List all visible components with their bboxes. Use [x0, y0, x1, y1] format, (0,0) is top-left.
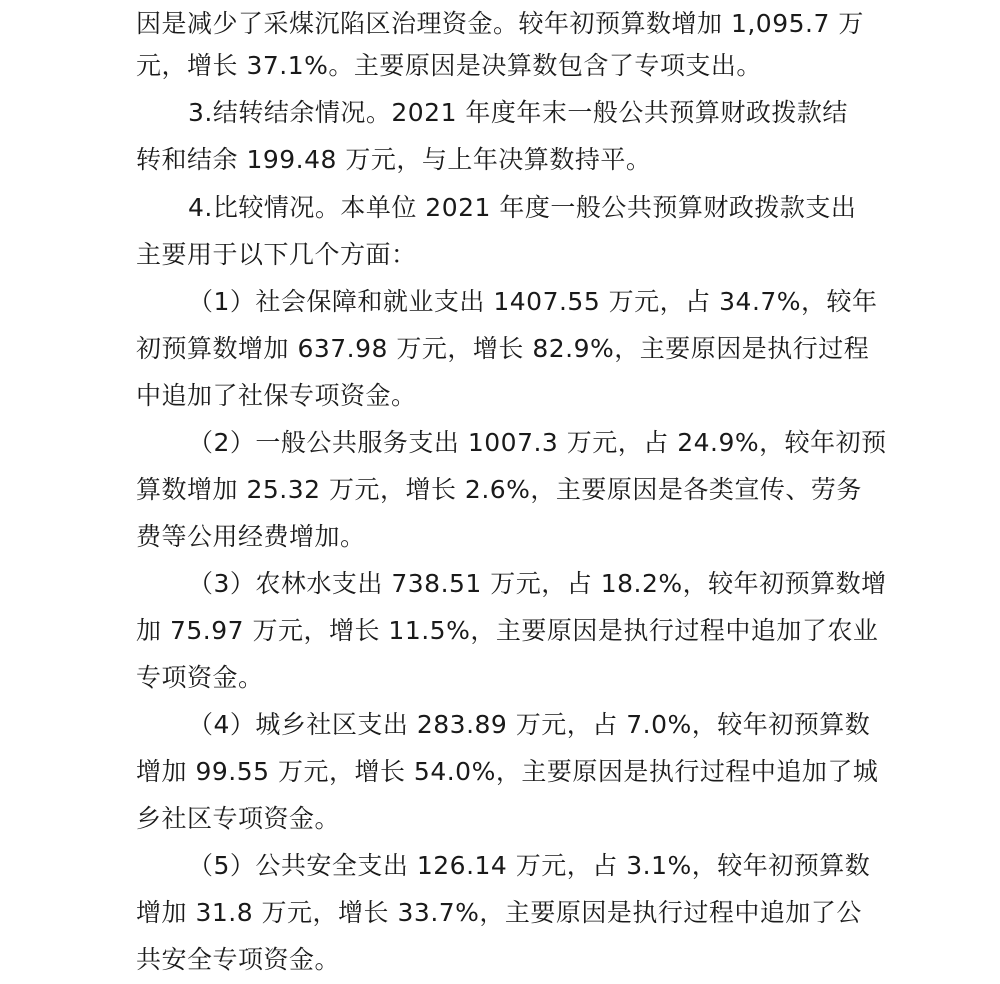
text-line: （2）一般公共服务支出 1007.3 万元，占 24.9%，较年初预 [188, 428, 887, 457]
text-line: 3.结转结余情况。2021 年度年末一般公共预算财政拨款结 [188, 98, 848, 127]
text-line: 增加 99.55 万元，增长 54.0%，主要原因是执行过程中追加了城 [136, 757, 879, 786]
text-line: 乡社区专项资金。 [136, 804, 341, 833]
text-line: 算数增加 25.32 万元，增长 2.6%，主要原因是各类宣传、劳务 [136, 475, 862, 504]
text-line: （5）公共安全支出 126.14 万元，占 3.1%，较年初预算数 [188, 851, 871, 880]
text-line: 初预算数增加 637.98 万元，增长 82.9%，主要原因是执行过程 [136, 334, 870, 363]
text-line: 因是减少了采煤沉陷区治理资金。较年初预算数增加 1,095.7 万 [136, 9, 864, 38]
text-line: （4）城乡社区支出 283.89 万元，占 7.0%，较年初预算数 [188, 710, 871, 739]
text-line: 元，增长 37.1%。主要原因是决算数包含了专项支出。 [136, 51, 762, 80]
text-line: 加 75.97 万元，增长 11.5%，主要原因是执行过程中追加了农业 [136, 616, 879, 645]
text-line: 4.比较情况。本单位 2021 年度一般公共预算财政拨款支出 [188, 193, 857, 222]
text-line: 主要用于以下几个方面： [136, 240, 417, 269]
text-line: 费等公用经费增加。 [136, 522, 366, 551]
text-line: 共安全专项资金。 [136, 945, 341, 974]
text-line: 增加 31.8 万元，增长 33.7%，主要原因是执行过程中追加了公 [136, 898, 862, 927]
text-line: （1）社会保障和就业支出 1407.55 万元，占 34.7%，较年 [188, 287, 878, 316]
text-line: 专项资金。 [136, 663, 264, 692]
text-line: 中追加了社保专项资金。 [136, 381, 417, 410]
text-line: 转和结余 199.48 万元，与上年决算数持平。 [136, 145, 652, 174]
text-line: （3）农林水支出 738.51 万元，占 18.2%，较年初预算数增 [188, 569, 887, 598]
